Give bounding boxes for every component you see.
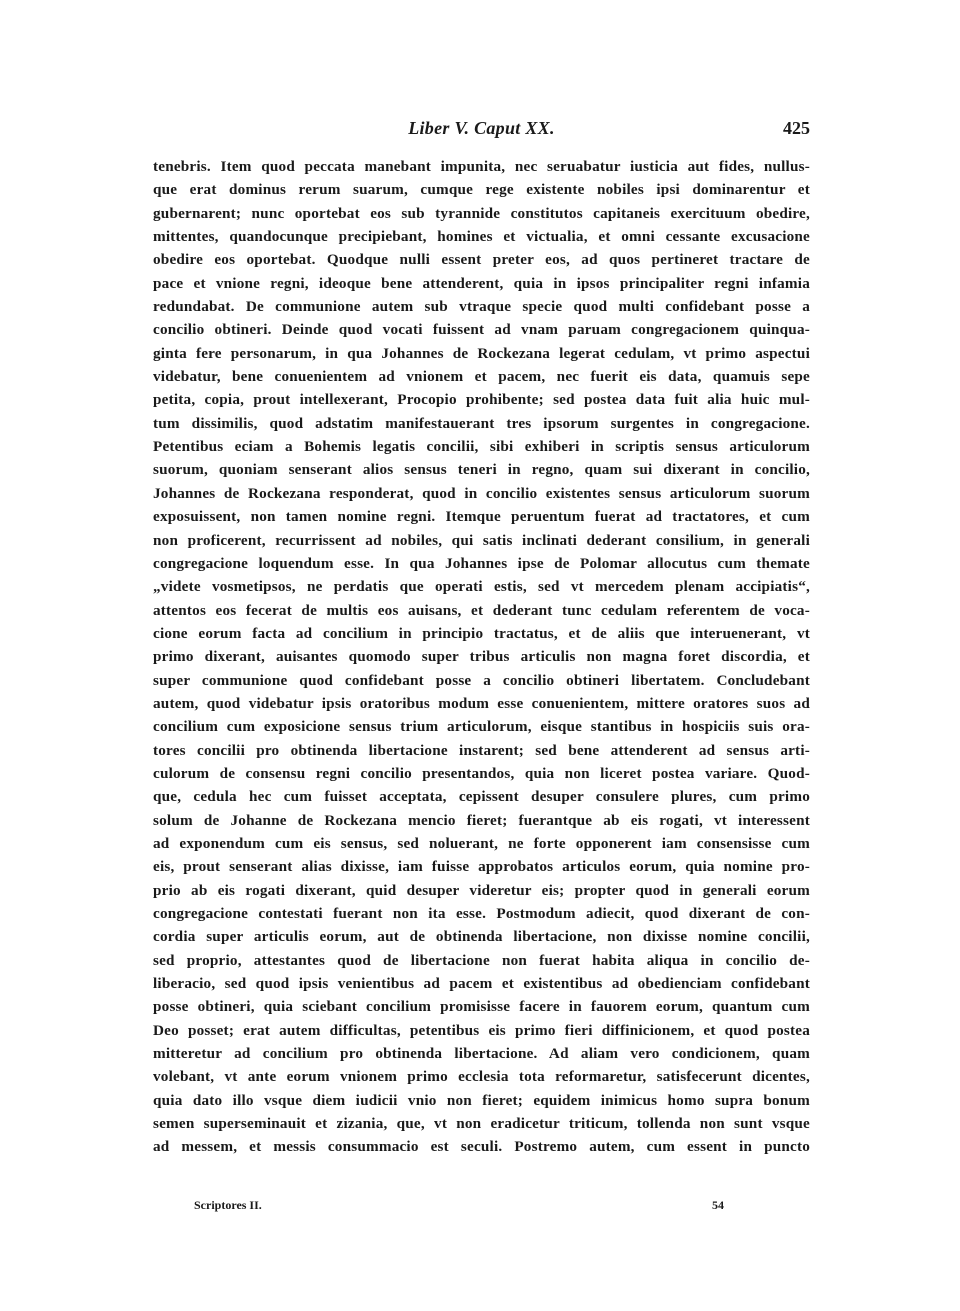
text-line: mittentes, quandocunque precipiebant, homines et victualia, et omni cessante excusacione: [153, 228, 810, 246]
text-line: que, cedula hec cum fuisset acceptata, cepissent desuper consulere plures, cum primo: [153, 788, 810, 806]
text-line: petita, copia, prout intellexerant, Procopio prohibente; sed postea data fuit alia huic mul-: [153, 391, 810, 409]
page-number: 425: [783, 118, 810, 138]
text-line: Deo posset; erat autem difficultas, petentibus eis primo fieri diffinicionem, et quod postea: [153, 1021, 810, 1039]
text-line: videbatur, bene conuenientem ad vnionem et pacem, nec fuerit eis data, quamuis sepe: [153, 368, 810, 386]
running-title: Liber V. Caput XX.: [408, 118, 555, 138]
text-line: prio ab eis rogati dixerant, quid desuper videretur eis; propter quod in generali eorum: [153, 881, 810, 899]
text-line: Petentibus eciam a Bohemis legatis concilii, sibi exhiberi in scriptis sensus articulorum: [153, 438, 810, 456]
text-line: redundabat. De communione autem sub vtraque specie quod multi confidebant posse a: [153, 298, 810, 316]
body-paragraph: [153, 155, 810, 1159]
text-line: sed proprio, attestantes quod de libertacione non fuerat habita aliqua in concilio de-: [153, 951, 810, 969]
text-line: eis, prout senserant alias dixisse, iam fuisse approbatos articulos eorum, quia nomine pro-: [153, 858, 810, 876]
text-line: solum de Johanne de Rockezana mencio fieret; fuerantque ab eis rogati, vt interessent: [153, 811, 810, 829]
text-line: semen superseminauit et zizania, que, vt non eradicetur triticum, tollenda non sunt vsque: [153, 1115, 810, 1133]
text-line: tenebris. Item quod peccata manebant impunita, nec seruabatur iusticia aut fides, nullus-: [153, 158, 810, 175]
text-line: tores concilii pro obtinenda libertacione instarent; sed bene attenderent ad sensus arti-: [153, 741, 810, 759]
text-line: super communione quod confidebant posse a concilio obtineri libertatem. Concludebant: [153, 671, 810, 689]
text-line: mitteretur ad concilium pro obtinenda libertacione. Ad aliam vero condicionem, quam: [153, 1045, 810, 1063]
text-line: Johannes de Rockezana responderat, quod in concilio existentes sensus articulorum suorum: [153, 484, 810, 502]
text-line: „videte vosmetipsos, ne perdatis que operati estis, sed vt mercedem plenam accipiatis“,: [153, 578, 810, 596]
text-line: liberacio, sed quod ipsis venientibus ad pacem et existentibus ad obedienciam confidebant: [153, 975, 810, 993]
text-line: gubernarent; nunc oportebat eos sub tyrannide constitutos capitaneis exercituum obedire,: [153, 204, 810, 222]
text-line: congregacione contestati fuerant non ita esse. Postmodum adiecit, quod dixerant de con-: [153, 905, 810, 922]
sheet-number: 54: [712, 1198, 724, 1212]
text-line: exposuissent, non tamen nomine regni. Itemque peruentum fuerat ad tractatores, et cum: [153, 508, 810, 526]
text-line: concilio obtineri. Deinde quod vocati fuissent ad vnam paruam congregacionem quinqua-: [153, 321, 810, 339]
text-line: non proficerent, recurrissent ad nobiles, qui satis inclinati dederant consilium, in generali: [153, 531, 810, 549]
text-line: volebant, vt ante eorum vnionem primo ecclesia tota reformaretur, satisfecerunt dicentes,: [153, 1068, 810, 1086]
text-line: que erat dominus rerum suarum, cumque rege existente nobiles ipsi dominarentur et: [153, 181, 810, 199]
text-line: culorum de consensu regni concilio presentandos, quia non liceret postea variare. Quod-: [153, 764, 810, 782]
text-line: tum dissimilis, quod adstatim manifestauerant tres ipsorum surgentes in congregacione.: [153, 414, 810, 432]
text-line: cione eorum facta ad concilium in principio tractatus, et de aliis que interuenerant, vt: [153, 624, 810, 642]
text-line: ad exponendum cum eis sensus, sed noluerant, ne forte opponerent iam consensisse cum: [153, 834, 810, 852]
text-line: ad messem, et messis consummacio est seculi. Postremo autem, cum essent in puncto: [153, 1138, 810, 1156]
signature-mark: Scriptores II.: [194, 1198, 262, 1212]
text-line: ginta fere personarum, in qua Johannes de Rockezana legerat cedulam, vt primo aspectui: [153, 344, 810, 362]
text-line: obedire eos oportebat. Quodque nulli essent preter eos, ad quos pertineret tractare de: [153, 251, 810, 269]
text-line: cordia super articulis eorum, aut de obtinenda libertacione, non dixisse nomine concilii,: [153, 928, 810, 946]
text-line: primo dixerant, auisantes quomodo super tribus articulis non magna foret discordia, et: [153, 648, 810, 666]
text-line: autem, quod videbatur ipsis oratoribus modum esse conuenientem, mittere oratores suos ad: [153, 694, 810, 712]
text-line: pace et vnione regni, ideoque bene attenderent, quia in ipsos principaliter regni infamia: [153, 274, 810, 292]
text-line: posse obtineri, quia sciebant concilium promisisse facere in fauorem eorum, quantum cum: [153, 998, 810, 1016]
text-line: attentos eos fecerat de multis eos auisans, et dederant tunc cedulam referentem de voca-: [153, 601, 810, 619]
text-line: congregacione loquendum esse. In qua Johannes ipse de Polomar allocutus cum themate: [153, 554, 810, 572]
text-line: suorum, quoniam senserant alios sensus teneri in regno, quam sui dixerant in concilio,: [153, 461, 810, 479]
page-footer: [194, 1198, 724, 1216]
page-header: [153, 118, 810, 142]
text-line: quia dato illo vsque diem iudicii vnio non fieret; equidem inimicus homo supra bonum: [153, 1091, 810, 1109]
text-line: concilium cum exposicione sensus trium articulorum, eisque stantibus in hospiciis suis ora-: [153, 718, 810, 736]
